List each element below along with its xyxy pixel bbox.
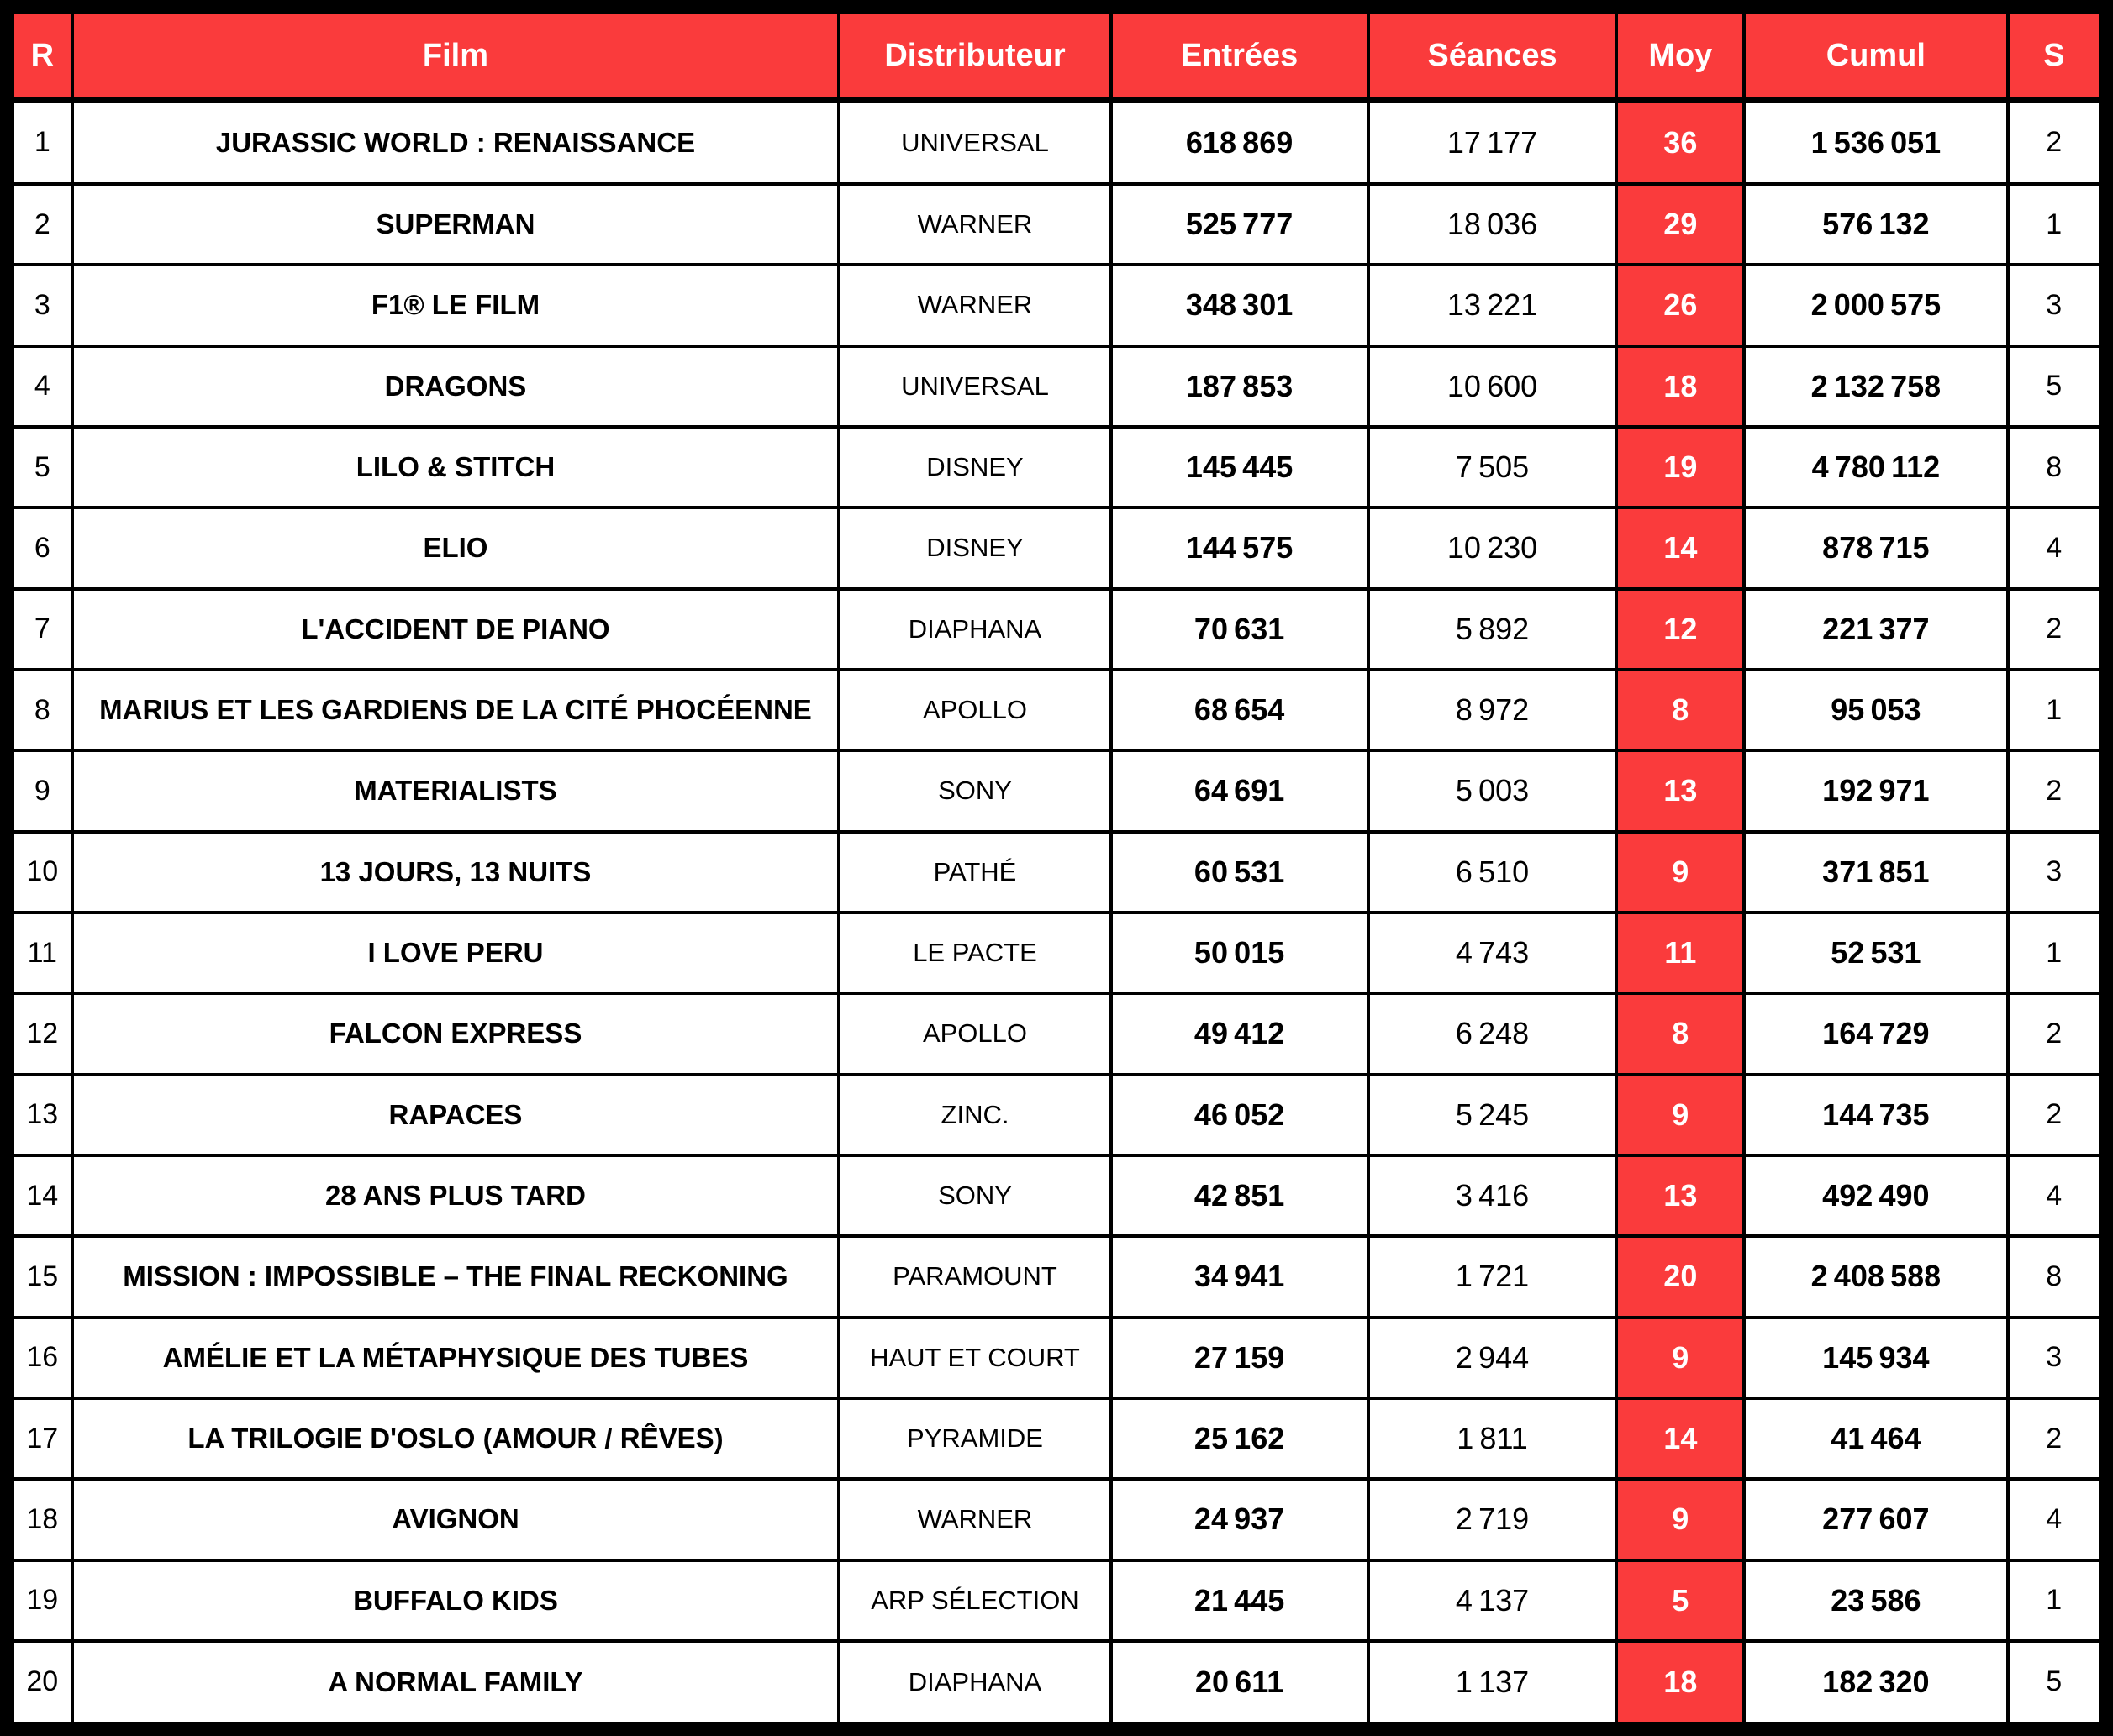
- film-title-cell: LILO & STITCH: [72, 427, 840, 508]
- weeks-cell: 1: [2008, 1560, 2102, 1641]
- cumulative-cell: 221 377: [1744, 589, 2007, 670]
- entries-cell: 68 654: [1111, 670, 1368, 750]
- cumulative-cell: 192 971: [1744, 750, 2007, 831]
- entries-cell: 145 445: [1111, 427, 1368, 508]
- table-row: [12, 913, 2102, 993]
- film-title-cell: SUPERMAN: [72, 184, 840, 265]
- rank-cell: 5: [12, 427, 72, 508]
- distributor-cell: DIAPHANA: [839, 1641, 1110, 1725]
- distributor-cell: UNIVERSAL: [839, 101, 1110, 184]
- screenings-cell: 4 743: [1368, 913, 1617, 993]
- table-row: [12, 750, 2102, 831]
- average-cell: 9: [1616, 832, 1744, 913]
- film-title-cell: A NORMAL FAMILY: [72, 1641, 840, 1725]
- rank-cell: 13: [12, 1075, 72, 1155]
- screenings-cell: 10 600: [1368, 346, 1617, 427]
- distributor-cell: PYRAMIDE: [839, 1398, 1110, 1479]
- average-cell: 13: [1616, 1155, 1744, 1236]
- screenings-cell: 1 721: [1368, 1236, 1617, 1317]
- film-title-cell: AMÉLIE ET LA MÉTAPHYSIQUE DES TUBES: [72, 1318, 840, 1398]
- film-title-cell: 13 JOURS, 13 NUITS: [72, 832, 840, 913]
- weeks-cell: 1: [2008, 670, 2102, 750]
- cumulative-cell: 277 607: [1744, 1479, 2007, 1560]
- distributor-cell: PATHÉ: [839, 832, 1110, 913]
- rank-cell: 11: [12, 913, 72, 993]
- table-row: [12, 1479, 2102, 1560]
- entries-cell: 27 159: [1111, 1318, 1368, 1398]
- distributor-cell: DIAPHANA: [839, 589, 1110, 670]
- entries-cell: 34 941: [1111, 1236, 1368, 1317]
- film-title-cell: BUFFALO KIDS: [72, 1560, 840, 1641]
- screenings-cell: 18 036: [1368, 184, 1617, 265]
- cumulative-cell: 878 715: [1744, 508, 2007, 588]
- cumulative-cell: 2 408 588: [1744, 1236, 2007, 1317]
- cumulative-cell: 23 586: [1744, 1560, 2007, 1641]
- screenings-cell: 10 230: [1368, 508, 1617, 588]
- table-row: [12, 1398, 2102, 1479]
- weeks-cell: 3: [2008, 832, 2102, 913]
- weeks-cell: 4: [2008, 508, 2102, 588]
- average-cell: 14: [1616, 1398, 1744, 1479]
- average-cell: 20: [1616, 1236, 1744, 1317]
- table-row: [12, 832, 2102, 913]
- distributor-cell: SONY: [839, 1155, 1110, 1236]
- cumulative-cell: 2 132 758: [1744, 346, 2007, 427]
- entries-cell: 60 531: [1111, 832, 1368, 913]
- rank-cell: 17: [12, 1398, 72, 1479]
- average-cell: 8: [1616, 670, 1744, 750]
- distributor-cell: APOLLO: [839, 993, 1110, 1074]
- weeks-cell: 2: [2008, 1075, 2102, 1155]
- table-row: [12, 1236, 2102, 1317]
- cumulative-cell: 95 053: [1744, 670, 2007, 750]
- distributor-cell: APOLLO: [839, 670, 1110, 750]
- film-title-cell: 28 ANS PLUS TARD: [72, 1155, 840, 1236]
- entries-cell: 525 777: [1111, 184, 1368, 265]
- average-cell: 26: [1616, 265, 1744, 345]
- table-row: [12, 346, 2102, 427]
- average-cell: 19: [1616, 427, 1744, 508]
- table-body: [12, 101, 2102, 1725]
- distributor-cell: PARAMOUNT: [839, 1236, 1110, 1317]
- boxoffice-table-container: [8, 8, 2105, 1728]
- entries-cell: 70 631: [1111, 589, 1368, 670]
- entries-cell: 46 052: [1111, 1075, 1368, 1155]
- cumulative-cell: 371 851: [1744, 832, 2007, 913]
- table-row: [12, 1155, 2102, 1236]
- film-title-cell: MISSION : IMPOSSIBLE – THE FINAL RECKONING: [72, 1236, 840, 1317]
- film-title-cell: L'ACCIDENT DE PIANO: [72, 589, 840, 670]
- column-header-entrees: Entrées: [1111, 12, 1368, 101]
- screenings-cell: 17 177: [1368, 101, 1617, 184]
- weeks-cell: 2: [2008, 101, 2102, 184]
- screenings-cell: 1 811: [1368, 1398, 1617, 1479]
- rank-cell: 6: [12, 508, 72, 588]
- film-title-cell: LA TRILOGIE D'OSLO (AMOUR / RÊVES): [72, 1398, 840, 1479]
- entries-cell: 64 691: [1111, 750, 1368, 831]
- cumulative-cell: 182 320: [1744, 1641, 2007, 1725]
- table-row: [12, 427, 2102, 508]
- table-header: [12, 12, 2102, 101]
- rank-cell: 19: [12, 1560, 72, 1641]
- screenings-cell: 7 505: [1368, 427, 1617, 508]
- boxoffice-table: [8, 8, 2105, 1728]
- rank-cell: 14: [12, 1155, 72, 1236]
- distributor-cell: WARNER: [839, 265, 1110, 345]
- average-cell: 18: [1616, 346, 1744, 427]
- rank-cell: 3: [12, 265, 72, 345]
- cumulative-cell: 52 531: [1744, 913, 2007, 993]
- average-cell: 9: [1616, 1075, 1744, 1155]
- table-row: [12, 508, 2102, 588]
- header-row: [12, 12, 2102, 101]
- cumulative-cell: 144 735: [1744, 1075, 2007, 1155]
- column-header-seances: Séances: [1368, 12, 1617, 101]
- distributor-cell: ARP SÉLECTION: [839, 1560, 1110, 1641]
- film-title-cell: I LOVE PERU: [72, 913, 840, 993]
- screenings-cell: 8 972: [1368, 670, 1617, 750]
- rank-cell: 7: [12, 589, 72, 670]
- column-header-dist: Distributeur: [839, 12, 1110, 101]
- column-header-moy: Moy: [1616, 12, 1744, 101]
- table-row: [12, 1560, 2102, 1641]
- entries-cell: 21 445: [1111, 1560, 1368, 1641]
- weeks-cell: 8: [2008, 1236, 2102, 1317]
- screenings-cell: 2 944: [1368, 1318, 1617, 1398]
- average-cell: 9: [1616, 1479, 1744, 1560]
- weeks-cell: 8: [2008, 427, 2102, 508]
- screenings-cell: 4 137: [1368, 1560, 1617, 1641]
- table-row: [12, 265, 2102, 345]
- screenings-cell: 6 510: [1368, 832, 1617, 913]
- rank-cell: 15: [12, 1236, 72, 1317]
- table-row: [12, 993, 2102, 1074]
- film-title-cell: RAPACES: [72, 1075, 840, 1155]
- weeks-cell: 4: [2008, 1479, 2102, 1560]
- entries-cell: 187 853: [1111, 346, 1368, 427]
- screenings-cell: 5 003: [1368, 750, 1617, 831]
- rank-cell: 8: [12, 670, 72, 750]
- table-row: [12, 1641, 2102, 1725]
- column-header-film: Film: [72, 12, 840, 101]
- rank-cell: 10: [12, 832, 72, 913]
- weeks-cell: 5: [2008, 1641, 2102, 1725]
- film-title-cell: JURASSIC WORLD : RENAISSANCE: [72, 101, 840, 184]
- distributor-cell: WARNER: [839, 184, 1110, 265]
- weeks-cell: 5: [2008, 346, 2102, 427]
- entries-cell: 50 015: [1111, 913, 1368, 993]
- screenings-cell: 5 892: [1368, 589, 1617, 670]
- rank-cell: 2: [12, 184, 72, 265]
- column-header-s: S: [2008, 12, 2102, 101]
- cumulative-cell: 492 490: [1744, 1155, 2007, 1236]
- cumulative-cell: 4 780 112: [1744, 427, 2007, 508]
- weeks-cell: 3: [2008, 1318, 2102, 1398]
- cumulative-cell: 576 132: [1744, 184, 2007, 265]
- screenings-cell: 6 248: [1368, 993, 1617, 1074]
- screenings-cell: 13 221: [1368, 265, 1617, 345]
- column-header-r: R: [12, 12, 72, 101]
- film-title-cell: MATERIALISTS: [72, 750, 840, 831]
- cumulative-cell: 2 000 575: [1744, 265, 2007, 345]
- film-title-cell: AVIGNON: [72, 1479, 840, 1560]
- distributor-cell: UNIVERSAL: [839, 346, 1110, 427]
- entries-cell: 20 611: [1111, 1641, 1368, 1725]
- entries-cell: 25 162: [1111, 1398, 1368, 1479]
- weeks-cell: 2: [2008, 750, 2102, 831]
- table-row: [12, 1075, 2102, 1155]
- column-header-cumul: Cumul: [1744, 12, 2007, 101]
- screenings-cell: 1 137: [1368, 1641, 1617, 1725]
- table-row: [12, 184, 2102, 265]
- film-title-cell: FALCON EXPRESS: [72, 993, 840, 1074]
- average-cell: 5: [1616, 1560, 1744, 1641]
- weeks-cell: 3: [2008, 265, 2102, 345]
- cumulative-cell: 145 934: [1744, 1318, 2007, 1398]
- cumulative-cell: 41 464: [1744, 1398, 2007, 1479]
- entries-cell: 348 301: [1111, 265, 1368, 345]
- average-cell: 13: [1616, 750, 1744, 831]
- screenings-cell: 3 416: [1368, 1155, 1617, 1236]
- table-row: [12, 1318, 2102, 1398]
- distributor-cell: WARNER: [839, 1479, 1110, 1560]
- weeks-cell: 2: [2008, 993, 2102, 1074]
- rank-cell: 9: [12, 750, 72, 831]
- entries-cell: 24 937: [1111, 1479, 1368, 1560]
- average-cell: 29: [1616, 184, 1744, 265]
- film-title-cell: ELIO: [72, 508, 840, 588]
- weeks-cell: 4: [2008, 1155, 2102, 1236]
- weeks-cell: 2: [2008, 1398, 2102, 1479]
- table-row: [12, 101, 2102, 184]
- distributor-cell: HAUT ET COURT: [839, 1318, 1110, 1398]
- distributor-cell: DISNEY: [839, 427, 1110, 508]
- average-cell: 14: [1616, 508, 1744, 588]
- distributor-cell: ZINC.: [839, 1075, 1110, 1155]
- average-cell: 12: [1616, 589, 1744, 670]
- average-cell: 8: [1616, 993, 1744, 1074]
- rank-cell: 4: [12, 346, 72, 427]
- rank-cell: 20: [12, 1641, 72, 1725]
- weeks-cell: 1: [2008, 913, 2102, 993]
- average-cell: 9: [1616, 1318, 1744, 1398]
- entries-cell: 49 412: [1111, 993, 1368, 1074]
- rank-cell: 1: [12, 101, 72, 184]
- table-row: [12, 589, 2102, 670]
- entries-cell: 144 575: [1111, 508, 1368, 588]
- cumulative-cell: 1 536 051: [1744, 101, 2007, 184]
- film-title-cell: DRAGONS: [72, 346, 840, 427]
- cumulative-cell: 164 729: [1744, 993, 2007, 1074]
- rank-cell: 16: [12, 1318, 72, 1398]
- weeks-cell: 2: [2008, 589, 2102, 670]
- entries-cell: 42 851: [1111, 1155, 1368, 1236]
- distributor-cell: LE PACTE: [839, 913, 1110, 993]
- average-cell: 11: [1616, 913, 1744, 993]
- average-cell: 36: [1616, 101, 1744, 184]
- rank-cell: 12: [12, 993, 72, 1074]
- screenings-cell: 2 719: [1368, 1479, 1617, 1560]
- entries-cell: 618 869: [1111, 101, 1368, 184]
- distributor-cell: DISNEY: [839, 508, 1110, 588]
- average-cell: 18: [1616, 1641, 1744, 1725]
- rank-cell: 18: [12, 1479, 72, 1560]
- film-title-cell: F1® LE FILM: [72, 265, 840, 345]
- table-row: [12, 670, 2102, 750]
- distributor-cell: SONY: [839, 750, 1110, 831]
- weeks-cell: 1: [2008, 184, 2102, 265]
- screenings-cell: 5 245: [1368, 1075, 1617, 1155]
- film-title-cell: MARIUS ET LES GARDIENS DE LA CITÉ PHOCÉENNE: [72, 670, 840, 750]
